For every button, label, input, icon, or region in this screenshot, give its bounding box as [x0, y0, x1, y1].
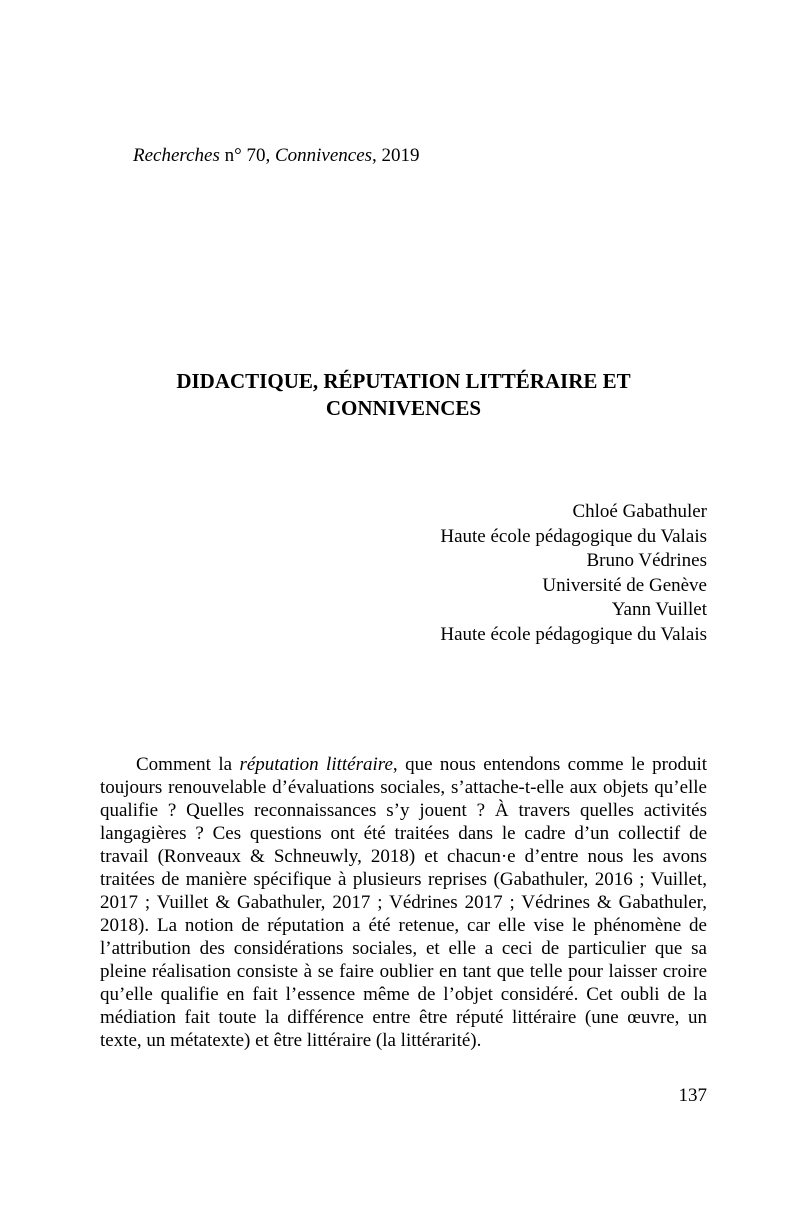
author-affiliation: Haute école pédagogique du Valais — [440, 525, 707, 547]
issue-year: , 2019 — [372, 145, 420, 166]
emphasized-term: réputation littéraire — [239, 754, 393, 775]
author-name: Yann Vuillet — [611, 599, 707, 620]
paragraph-text-rest: , que nous entendons comme le produit toujours renouvelable d’évaluations sociales, s’attache-t-elle aux objets qu’elle qualifie ? Quelles reconnaissances s’y jouent ? À travers quelles activités langagières ? Ces questions ont été traitées dans le cadre d’un collectif de travail (Ronveaux & Schneuwly, 2018) et chacun·e d’entre nous les avons traitées de manière spécifique à plusieurs reprises (Gabathuler, 2016 ; Vuillet, 2017 ; Vuillet & Gabathuler, 2017 ; Védrines 2017 ; Védrines & Gabathuler, 2018). La notion de réputation a été retenue, car elle vise le phénomène de l’attribution des considérations sociales, et elle a ceci de particulier que sa pleine réalisation consiste à se faire oublier en tant que telle pour laisser croire qu’elle qualifie en fait l’essence même de l’objet considéré. Cet oubli de la médiation fait toute la différence entre être réputé littéraire (une œuvre, un texte, un métatexte) et être littéraire (la littérarité). — [100, 754, 708, 1051]
title-line-1: DIDACTIQUE, RÉPUTATION LITTÉRAIRE ET — [176, 369, 631, 393]
article-title — [100, 368, 707, 422]
issue-theme: Connivences — [274, 145, 373, 166]
author-block — [440, 500, 707, 647]
author-name: Bruno Védrines — [586, 550, 707, 571]
title-line-2: CONNIVENCES — [325, 396, 482, 420]
author-affiliation: Haute école pédagogique du Valais — [440, 623, 707, 645]
paragraph-text-start: Comment la — [136, 754, 240, 775]
author-affiliation: Université de Genève — [542, 574, 707, 596]
author-name: Chloé Gabathuler — [572, 501, 707, 522]
body-paragraph — [100, 753, 707, 1052]
issue-number: n° 70, — [219, 145, 275, 166]
page-number: 137 — [678, 1085, 707, 1106]
running-header — [133, 145, 420, 167]
journal-name: Recherches — [133, 145, 220, 166]
